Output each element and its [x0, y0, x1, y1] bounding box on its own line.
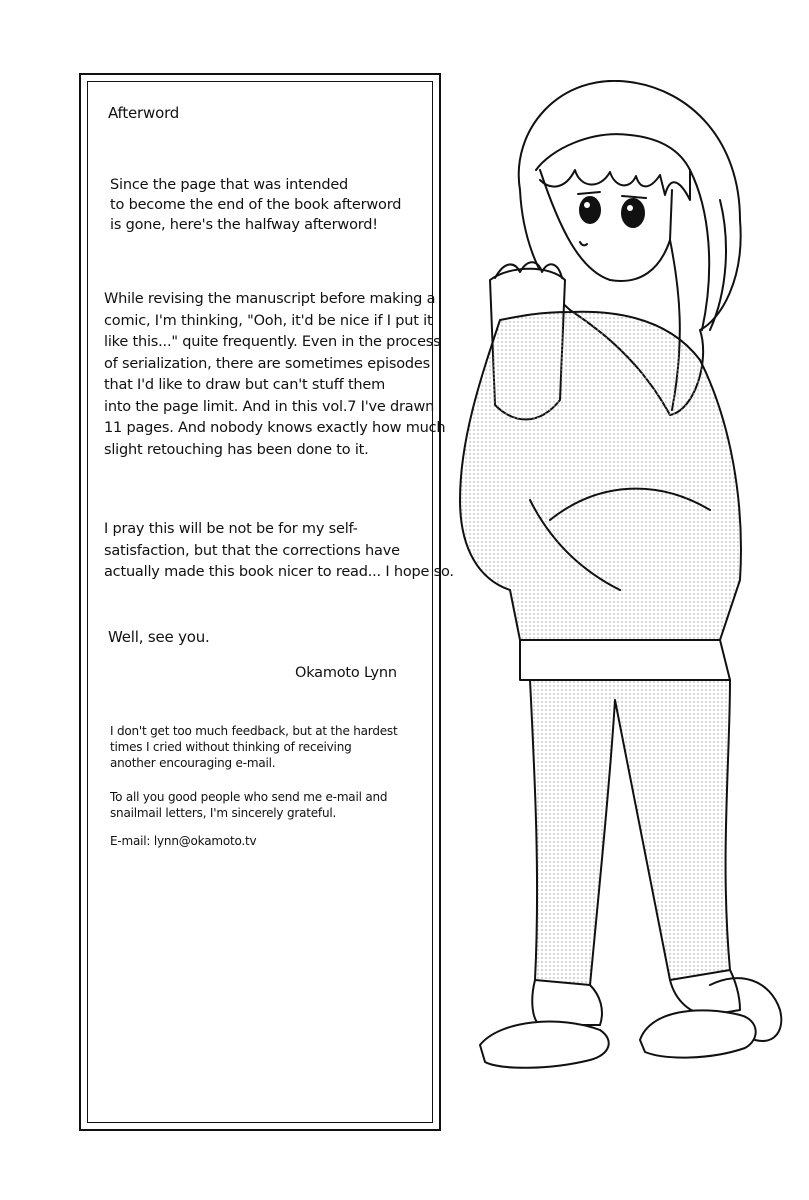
afterword-paragraph-2: While revising the manuscript before making a comic, I'm thinking, "Ooh, it'd be nice if I put it like this..." quite frequently. Even in the process of serialization, there are sometimes episodes that I'd like to draw but can't stuff them into the page limit. And in this vol.7 I've drawn 11 pages. And nobody knows exactly how much slight retouching has been done to it.: [104, 291, 446, 458]
author-signature: Okamoto Lynn: [295, 665, 397, 681]
note-email-line: E-mail: lynn@okamoto.tv: [110, 834, 257, 848]
afterword-closing: Well, see you.: [108, 628, 210, 646]
afterword-paragraph-3: I pray this will be not be for my self- satisfaction, but that the corrections have actually made this book nicer to read... I hope so.: [104, 521, 454, 580]
note-paragraph-1: I don't get too much feedback, but at the hardest times I cried without thinking of receiving another encouraging e-mail.: [110, 724, 398, 770]
afterword-paragraph-1: Since the page that was intended to become the end of the book afterword is gone, here's the halfway afterword!: [110, 177, 402, 233]
text-box-inner-border: [87, 81, 433, 1123]
afterword-heading: Afterword: [108, 104, 180, 122]
note-paragraph-2: To all you good people who send me e-mail and snailmail letters, I'm sincerely grateful.: [110, 790, 388, 820]
girl-holding-paper-bag-illustration: [440, 80, 809, 1130]
